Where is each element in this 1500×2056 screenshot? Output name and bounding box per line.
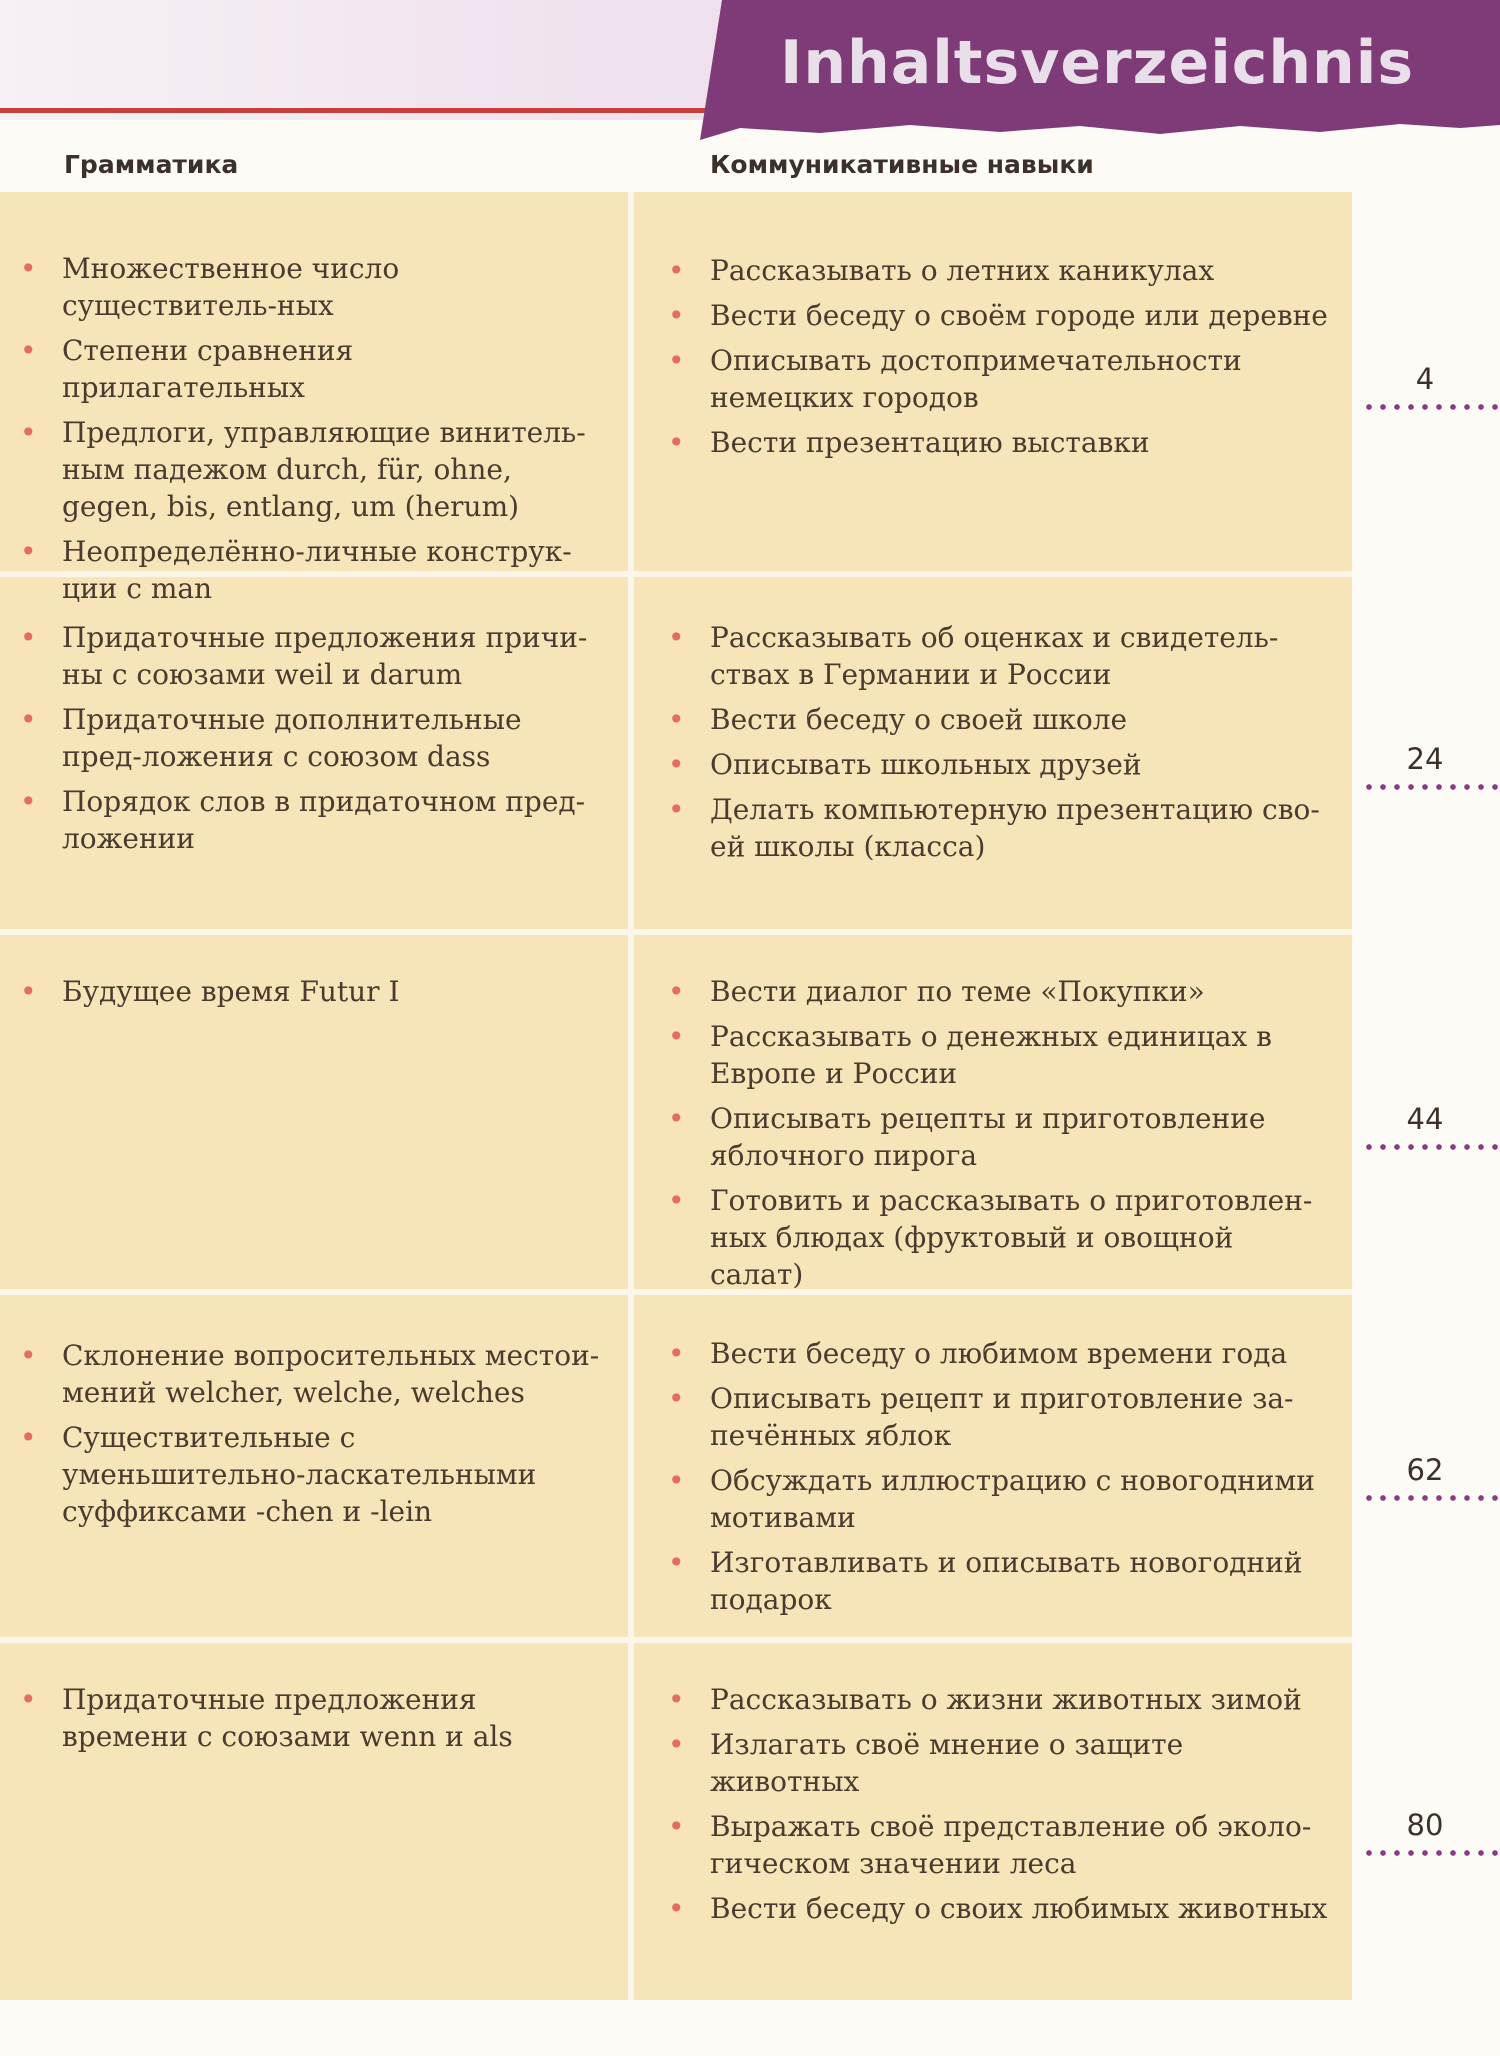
page-title: Inhaltsverzeichnis xyxy=(780,28,1415,98)
list-item: • Выражать своё представление об эколо-гическом значении леса xyxy=(668,1810,1312,1880)
communication-cell xyxy=(668,619,1328,873)
bullet-icon: • xyxy=(668,426,685,459)
communication-cell xyxy=(668,1335,1328,1626)
list-item: • Будущее время Futur I xyxy=(20,975,400,1008)
bullet-icon: • xyxy=(668,1546,685,1579)
bullet-icon: • xyxy=(668,975,685,1008)
list-item: • Рассказывать о денежных единицах в Европе и России xyxy=(668,1020,1272,1090)
page-number: 44 xyxy=(1406,1102,1444,1136)
bullet-icon: • xyxy=(668,1020,685,1053)
bullet-icon: • xyxy=(668,1102,685,1135)
grammar-cell xyxy=(20,973,600,1018)
list-item: • Описывать рецепты и приготовление яблочного пирога xyxy=(668,1102,1266,1172)
list-item: • Изготавливать и описывать новогодний подарок xyxy=(668,1546,1303,1616)
page-number: 62 xyxy=(1406,1453,1444,1487)
bullet-icon: • xyxy=(20,252,37,285)
list-item: • Обсуждать иллюстрацию с новогодними мотивами xyxy=(668,1464,1315,1534)
table-row xyxy=(0,1295,1352,1643)
bullet-icon: • xyxy=(668,299,685,332)
bullet-icon: • xyxy=(20,1683,37,1716)
communication-cell xyxy=(668,1681,1328,1935)
table-row xyxy=(0,192,1352,605)
list-item: • Готовить и рассказывать о приготовлен-ных блюдах (фруктовый и овощной салат) xyxy=(668,1184,1313,1291)
communication-column-header: Коммуникативные навыки xyxy=(710,150,1094,179)
list-item: • Вести беседу о своей школе xyxy=(668,703,1128,736)
list-item: • Вести беседу о любимом времени года xyxy=(668,1337,1288,1370)
list-item: • Вести презентацию выставки xyxy=(668,426,1150,459)
bullet-icon: • xyxy=(20,975,37,1008)
list-item: • Степени сравнения прилагательных xyxy=(20,334,354,404)
bullet-icon: • xyxy=(20,785,37,818)
bullet-icon: • xyxy=(668,1810,685,1843)
list-item: • Вести диалог по теме «Покупки» xyxy=(668,975,1205,1008)
bullet-icon: • xyxy=(668,621,685,654)
bullet-icon: • xyxy=(668,1892,685,1925)
list-item: • Описывать школьных друзей xyxy=(668,748,1142,781)
dotted-leader xyxy=(1362,1850,1498,1856)
list-item: • Вести беседу о своих любимых животных xyxy=(668,1892,1328,1925)
dotted-leader xyxy=(1362,404,1498,410)
bullet-icon: • xyxy=(668,748,685,781)
bullet-icon: • xyxy=(668,1464,685,1497)
bullet-icon: • xyxy=(668,793,685,826)
dotted-leader xyxy=(1362,1144,1498,1150)
bullet-icon: • xyxy=(20,621,37,654)
page-number-strip xyxy=(1352,192,1500,2000)
grammar-column-header: Грамматика xyxy=(64,150,239,179)
list-item: • Рассказывать о жизни животных зимой xyxy=(668,1683,1302,1716)
bullet-icon: • xyxy=(20,535,37,568)
table-row xyxy=(0,1643,1352,2000)
page-number: 80 xyxy=(1406,1808,1444,1842)
list-item: • Неопределённо-личные конструк-ции с man xyxy=(20,535,572,605)
list-item: • Множественное число существитель-ных xyxy=(20,252,400,322)
dotted-leader xyxy=(1362,1495,1498,1501)
bullet-icon: • xyxy=(668,1728,685,1761)
list-item: • Существительные с уменьшительно-ласкательными суффиксами -chen и -lein xyxy=(20,1421,537,1528)
bullet-icon: • xyxy=(20,334,37,367)
list-item: • Описывать достопримечательности немецких городов xyxy=(668,344,1242,414)
bullet-icon: • xyxy=(20,1339,37,1372)
list-item: • Рассказывать о летних каникулах xyxy=(668,254,1215,287)
contents-table xyxy=(0,192,1352,2000)
header-rule xyxy=(0,108,730,113)
dotted-leader xyxy=(1362,784,1498,790)
page-footer-margin xyxy=(0,2000,1500,2056)
bullet-icon: • xyxy=(20,1421,37,1454)
grammar-cell xyxy=(20,1337,600,1538)
list-item: • Предлоги, управляющие винитель-ным падежом durch, für, ohne, gegen, bis, entlang, um (herum) xyxy=(20,416,586,523)
bullet-icon: • xyxy=(668,1683,685,1716)
list-item: • Описывать рецепт и приготовление за-печённых яблок xyxy=(668,1382,1294,1452)
bullet-icon: • xyxy=(20,703,37,736)
bullet-icon: • xyxy=(20,416,37,449)
list-item: • Излагать своё мнение о защите животных xyxy=(668,1728,1184,1798)
grammar-cell xyxy=(20,1681,600,1763)
communication-cell xyxy=(668,252,1328,469)
grammar-cell xyxy=(20,619,600,865)
bullet-icon: • xyxy=(668,1337,685,1370)
list-item: • Порядок слов в придаточном пред-ложении xyxy=(20,785,586,855)
list-item: • Придаточные предложения причи-ны с союзами weil и darum xyxy=(20,621,588,691)
table-row xyxy=(0,935,1352,1295)
bullet-icon: • xyxy=(668,254,685,287)
bullet-icon: • xyxy=(668,1184,685,1217)
list-item: • Склонение вопросительных местои-мений welcher, welche, welches xyxy=(20,1339,600,1409)
bullet-icon: • xyxy=(668,344,685,377)
bullet-icon: • xyxy=(668,703,685,736)
page-number: 4 xyxy=(1415,362,1435,396)
column-divider xyxy=(628,192,634,2000)
table-row xyxy=(0,577,1352,935)
list-item: • Придаточные предложения времени с союзами wenn и als xyxy=(20,1683,513,1753)
grammar-cell xyxy=(20,250,600,615)
communication-cell xyxy=(668,973,1328,1301)
list-item: • Придаточные дополнительные пред-ложения с союзом dass xyxy=(20,703,522,773)
list-item: • Вести беседу о своём городе или деревне xyxy=(668,299,1328,332)
list-item: • Рассказывать об оценках и свидетель-ствах в Германии и России xyxy=(668,621,1279,691)
page-number: 24 xyxy=(1406,742,1444,776)
bullet-icon: • xyxy=(668,1382,685,1415)
list-item: • Делать компьютерную презентацию сво-ей школы (класса) xyxy=(668,793,1320,863)
